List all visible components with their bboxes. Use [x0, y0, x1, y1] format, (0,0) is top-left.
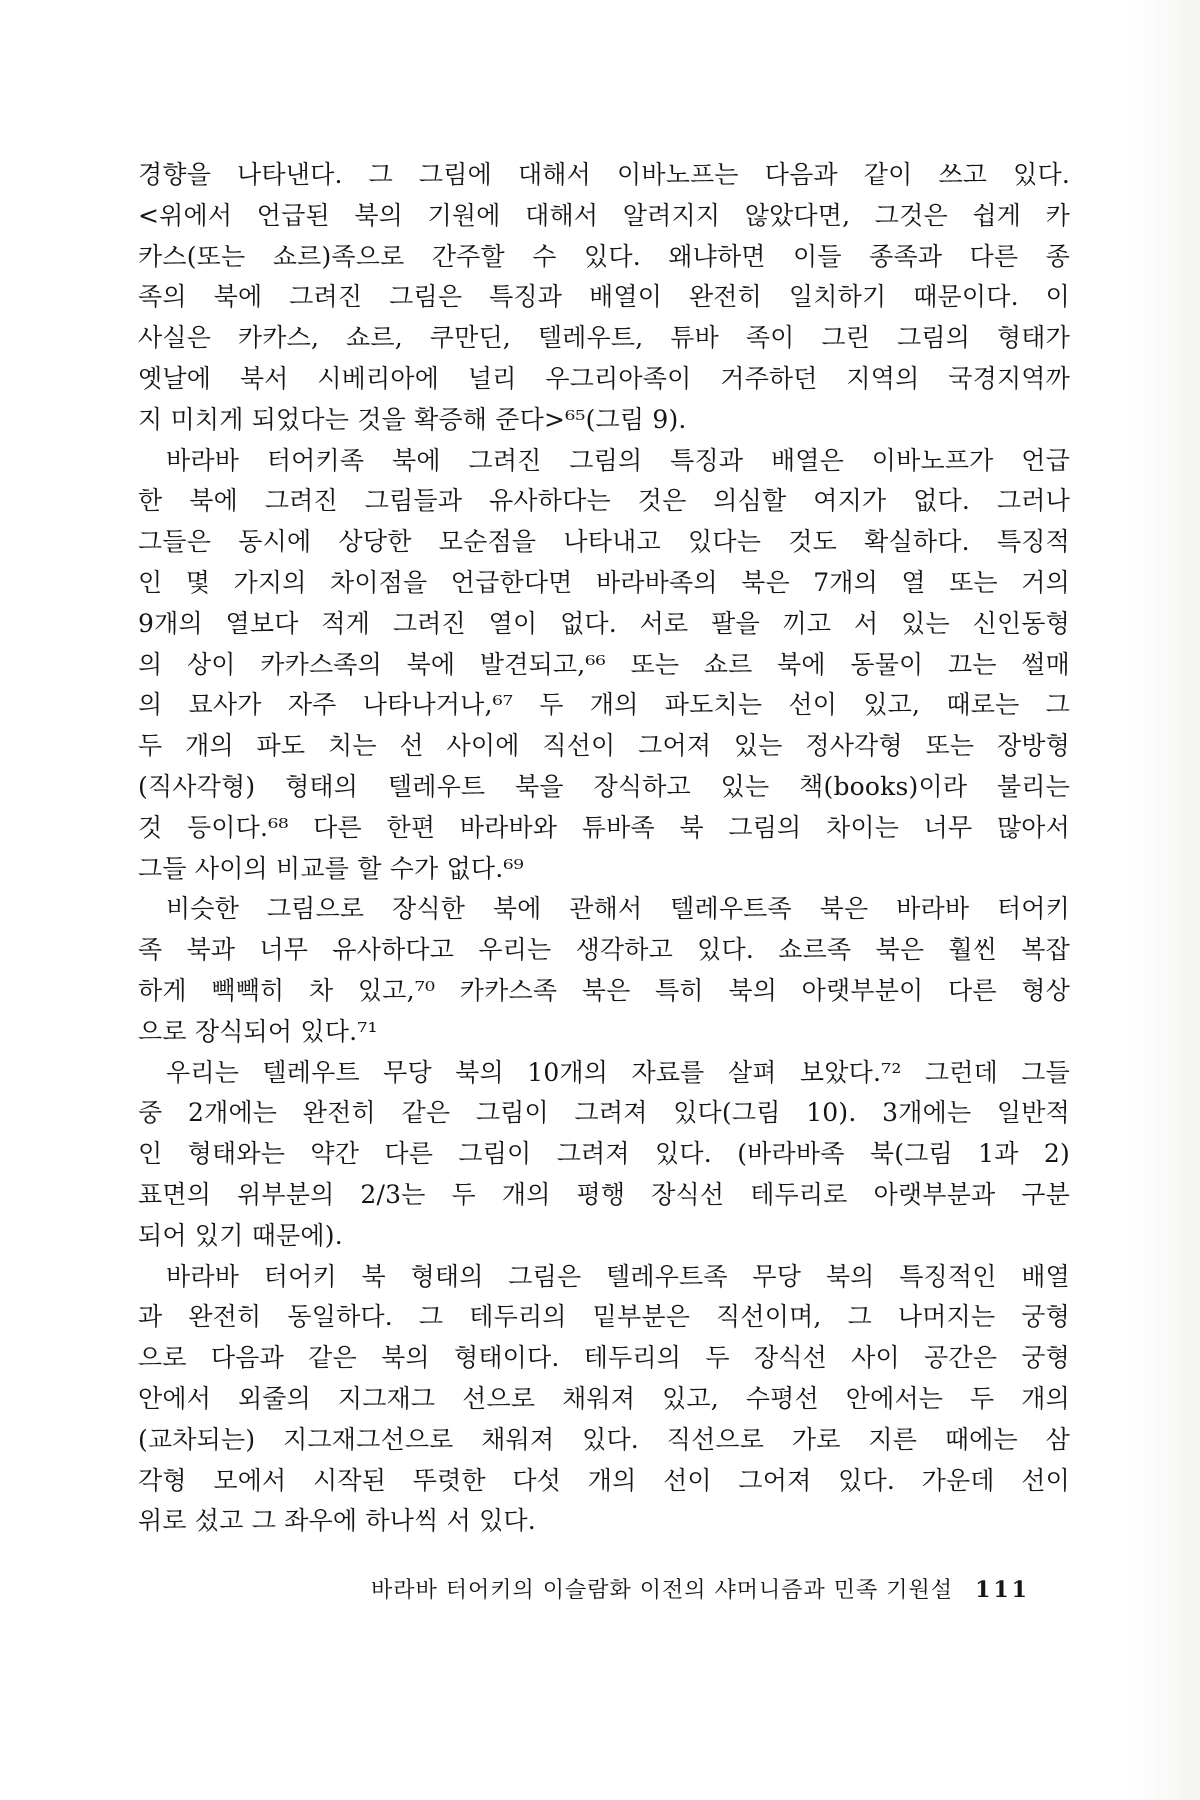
text-line: 각형 모에서 시작된 뚜렷한 다섯 개의 선이 그어져 있다. 가운데 선이 [138, 1465, 1070, 1495]
text-line: 으로 장식되어 있다.⁷¹ [138, 1016, 378, 1046]
body-text [138, 155, 1070, 1542]
text-line: 그들 사이의 비교를 할 수가 없다.⁶⁹ [138, 853, 524, 883]
text-line: 중 2개에는 완전히 같은 그림이 그려져 있다(그림 10). 3개에는 일반적 [138, 1098, 1070, 1128]
text-line: 지 미치게 되었다는 것을 확증해 준다>⁶⁵(그림 9). [138, 404, 687, 434]
page-number: 111 [975, 1577, 1030, 1603]
text-line: 의 묘사가 자주 나타나거나,⁶⁷ 두 개의 파도치는 선이 있고, 때로는 그 [138, 690, 1070, 720]
paragraph-first-line: 우리는 텔레우트 무당 북의 10개의 자료를 살펴 보았다.⁷² 그런데 그들 [166, 1057, 1070, 1087]
text-line: 족 북과 너무 유사하다고 우리는 생각하고 있다. 쇼르족 북은 훨씬 복잡 [138, 935, 1070, 965]
text-line: <위에서 언급된 북의 기원에 대해서 알려지지 않았다면, 그것은 쉽게 카 [138, 200, 1070, 230]
running-title: 바라바 터어키의 이슬람화 이전의 샤머니즘과 민족 기원설 [371, 1578, 954, 1603]
paragraph-first-line: 비슷한 그림으로 장식한 북에 관해서 텔레우트족 북은 바라바 터어키 [166, 894, 1070, 924]
running-footer [300, 1573, 1030, 1607]
text-line: 카스(또는 쇼르)족으로 간주할 수 있다. 왜냐하면 이들 종족과 다른 종 [138, 241, 1070, 271]
text-line: 그들은 동시에 상당한 모순점을 나타내고 있다는 것도 확실하다. 특징적 [138, 527, 1070, 557]
text-line: 족의 북에 그려진 그림은 특징과 배열이 완전히 일치하기 때문이다. 이 [138, 282, 1070, 312]
text-line: 사실은 카카스, 쇼르, 쿠만딘, 텔레우트, 튜바 족이 그린 그림의 형태가 [138, 323, 1070, 353]
paragraph-first-line: 바라바 터어키족 북에 그려진 그림의 특징과 배열은 이바노프가 언급 [166, 445, 1070, 475]
text-line: 한 북에 그려진 그림들과 유사하다는 것은 의심할 여지가 없다. 그러나 [138, 486, 1070, 516]
text-line: 되어 있기 때문에). [138, 1220, 343, 1250]
text-line: 과 완전히 동일하다. 그 테두리의 밑부분은 직선이며, 그 나머지는 궁형 [138, 1302, 1070, 1332]
text-line: 인 몇 가지의 차이점을 언급한다면 바라바족의 북은 7개의 열 또는 거의 [138, 567, 1070, 597]
text-line: 의 상이 카카스족의 북에 발견되고,⁶⁶ 또는 쇼르 북에 동물이 끄는 썰매 [138, 649, 1070, 679]
text-line: 안에서 외줄의 지그재그 선으로 채워져 있고, 수평선 안에서는 두 개의 [138, 1383, 1070, 1413]
text-line: 하게 빽빽히 차 있고,⁷⁰ 카카스족 북은 특히 북의 아랫부분이 다른 형상 [138, 975, 1070, 1005]
text-line: 으로 다음과 같은 북의 형태이다. 테두리의 두 장식선 사이 공간은 궁형 [138, 1343, 1070, 1373]
text-line: 경향을 나타낸다. 그 그림에 대해서 이바노프는 다음과 같이 쓰고 있다. [138, 160, 1070, 189]
text-line: 위로 섰고 그 좌우에 하나씩 서 있다. [138, 1506, 536, 1536]
text-line: 두 개의 파도 치는 선 사이에 직선이 그어져 있는 정사각형 또는 장방형 [138, 731, 1070, 761]
text-line: 표면의 위부분의 2/3는 두 개의 평행 장식선 테두리로 아랫부분과 구분 [138, 1179, 1070, 1209]
text-line: 인 형태와는 약간 다른 그림이 그려져 있다. (바라바족 북(그림 1과 2) [138, 1139, 1070, 1169]
page-edge-shadow [1130, 0, 1200, 1800]
text-line: (직사각형) 형태의 텔레우트 북을 장식하고 있는 책(books)이라 불리는 [138, 771, 1070, 801]
text-line: (교차되는) 지그재그선으로 채워져 있다. 직선으로 가로 지른 때에는 삼 [138, 1424, 1070, 1454]
text-line: 옛날에 북서 시베리아에 널리 우그리아족이 거주하던 지역의 국경지역까 [138, 363, 1070, 393]
text-line: 9개의 열보다 적게 그려진 열이 없다. 서로 팔을 끼고 서 있는 신인동형 [138, 608, 1070, 638]
paragraph-first-line: 바라바 터어키 북 형태의 그림은 텔레우트족 무당 북의 특징적인 배열 [166, 1261, 1070, 1291]
text-line: 것 등이다.⁶⁸ 다른 한편 바라바와 튜바족 북 그림의 차이는 너무 많아서 [138, 812, 1070, 842]
